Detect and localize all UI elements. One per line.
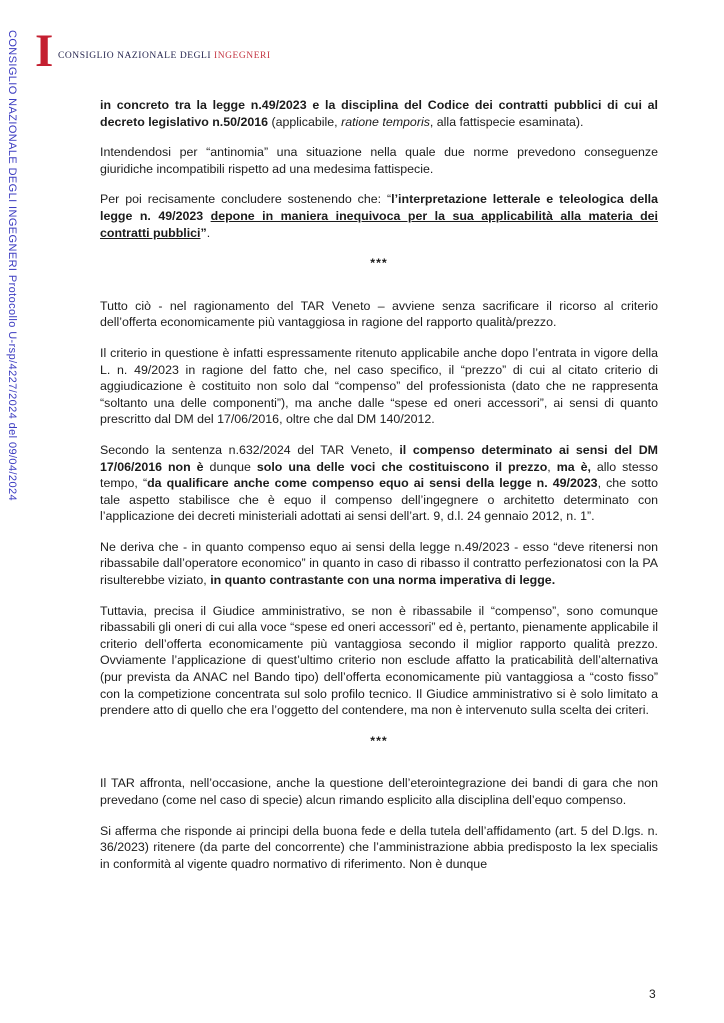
text-run: depone in maniera inequivoca per la sua applicabilità alla materia dei contratti pubblici [100,208,659,240]
paragraph [100,144,658,177]
paragraph [100,603,658,719]
text-run: , che sotto tale aspetto stabilisce che è equo il compenso dell’ingegnere o architetto determinato con l’applicazione dei decreti ministeriali adottati ai sensi dell’art. 9, d.l. 24 gennaio 2012, n. 1”. [100,476,659,524]
section-separator: *** [370,733,388,748]
paragraph [100,775,658,808]
document-body [100,97,658,886]
text-run: . [206,225,211,240]
text-run: Tutto ciò - nel ragionamento del TAR Veneto – avviene senza sacrificare il ricorso al criterio dell’offerta economicamente più vantaggiosa in ragione del rapporto qualità/prezzo. [100,298,658,330]
text-run: ma è, [556,459,591,474]
text-run: l’interpretazione letterale e teleologica della legge n. 49/2023 [100,192,658,223]
section-separator: *** [370,256,388,271]
org-name-accent: INGEGNERI [213,51,271,61]
text-run: solo una delle voci che costituiscono il prezzo [256,459,548,474]
letterhead-org-name [58,51,271,61]
text-run: , alla fattispecie esaminata). [429,114,584,129]
text-run: allo stesso tempo, “ [100,459,658,491]
paragraph [100,823,658,873]
paragraph [100,539,658,589]
text-run: Si afferma che risponde ai principi della buona fede e della tutela dell’affidamento (art. 5 del D.lgs. n. 36/2023) ritenere (da parte del concorrente) che l’amministrazione abbia predisposto la lex specialis in conformità al vigente quadro normativo di riferimento. Non è dunque [100,823,658,871]
paragraph [100,345,658,428]
text-run: (applicabile, [268,114,342,129]
cni-logo-icon: I [35,25,54,77]
text-run: ” [200,225,207,240]
text-run: , [547,459,557,474]
text-run: il compenso determinato ai sensi del DM 17/06/2016 non è [100,442,658,474]
protocol-stamp: CONSIGLIO NAZIONALE DEGLI INGEGNERI Protocollo U-rsp/4227/2024 del 09/04/2024 [6,30,18,501]
text-run: Tuttavia, precisa il Giudice amministrativo, se non è ribassabile il “compenso”, sono comunque ribassabili gli oneri di cui alla voce “spese ed oneri accessori” ed è, pertanto, pienamente applicabile il criterio dell’offerta economicamente più vantaggiosa secondo il miglior rapporto qualità prezzo. Ovviamente l’applicazione di quest’ultimo criterio non esclude affatto la praticabilità dell’alternativa (pur prevista da ANAC nel Bando tipo) dell’offerta economicamente più vantaggiosa a “costo fisso” con la competizione concentrata sul solo profilo tecnico. Il Giudice amministrativo si è solo limitato a prendere atto di quello che era l’oggetto del contendere, ma non è intervenuto sulla scelta dei criteri. [100,603,658,718]
text-run: in concreto tra la legge n.49/2023 e la disciplina del Codice dei contratti pubblici di cui al decreto legislativo n.50/2016 [100,98,658,129]
text-run: Il TAR affronta, nell’occasione, anche la questione dell’eterointegrazione dei bandi di gara che non prevedano (come nel caso di specie) alcun rimando esplicito alla disciplina dell’equo compenso. [100,776,658,807]
text-run: Ne deriva che - in quanto compenso equo ai sensi della legge n.49/2023 - esso “deve ritenersi non ribassabile dall’operatore economico” in quanto in caso di ribasso il contratto perfezionatosi con la PA risulterebbe viziato, [100,539,658,588]
paragraph [100,97,658,130]
text-run: ratione temporis [341,114,430,129]
paragraph [100,298,658,331]
text-run: Intendendosi per “antinomia” una situazione nella quale due norme prevedono conseguenze giuridiche incompatibili rispetto ad una medesima fattispecie. [100,145,658,176]
paragraph [100,191,658,241]
text-run: in quanto contrastante con una norma imperativa di legge. [210,573,556,588]
org-name-main: CONSIGLIO NAZIONALE DEGLI [58,51,214,61]
page-number: 3 [649,987,656,1001]
text-run: Secondo la sentenza n.632/2024 del TAR Veneto, [100,442,400,457]
text-run: da qualificare anche come compenso equo ai sensi della legge n. 49/2023 [147,476,598,491]
text-run: Il criterio in questione è infatti espressamente ritenuto applicabile anche dopo l’entrata in vigore della L. n. 49/2023 in ragione del fatto che, nel caso specifico, il “prezzo” di cui al citato criterio di aggiudicazione è costituito non solo dal “compenso” del professionista (dato che ne rappresenta “soltanto una delle componenti”), ma anche dalle “spese ed oneri accessori”, ai sensi di quanto prescritto dal DM del 17/06/2016, oltre che dal DM 140/2012. [100,345,658,427]
text-run: dunque [209,459,257,474]
text-run: Per poi recisamente concludere sostenendo che: “ [100,192,392,207]
paragraph [100,442,658,525]
